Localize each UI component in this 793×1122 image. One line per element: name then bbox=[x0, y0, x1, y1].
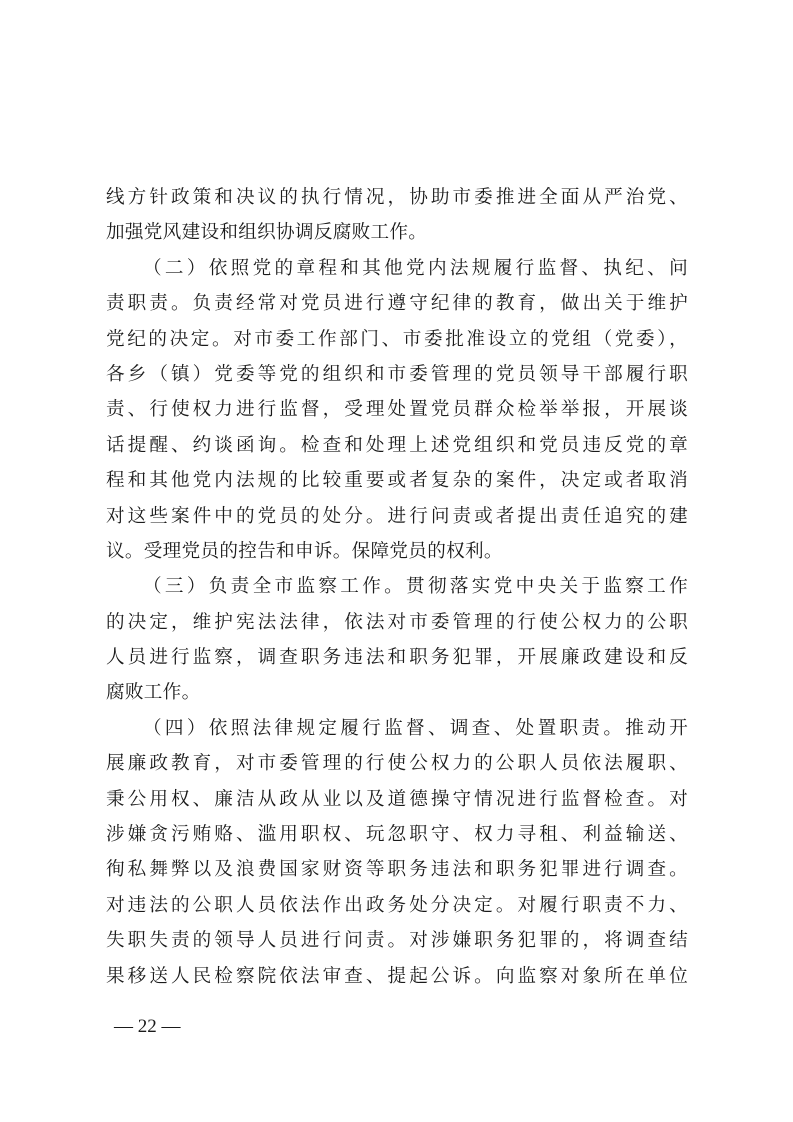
text-line: （二）依照党的章程和其他党内法规履行监督、执纪、问 bbox=[143, 257, 688, 279]
text-line: 线方针政策和决议的执行情况，协助市委推进全面从严治党、 bbox=[106, 187, 688, 208]
text-line: 议。受理党员的控告和申诉。保障党员的权利。 bbox=[106, 540, 503, 562]
text-line: 党纪的决定。对市委工作部门、市委批准设立的党组（党委）， bbox=[106, 328, 688, 350]
text-line: 人员进行监察，调查职务违法和职务犯罪，开展廉政建设和反 bbox=[106, 647, 688, 669]
text-line: 程和其他党内法规的比较重要或者复杂的案件，决定或者取消 bbox=[106, 470, 688, 492]
text-line: 涉嫌贪污贿赂、滥用职权、玩忽职守、权力寻租、利益输送、 bbox=[106, 824, 688, 846]
text-line: 责职责。负责经常对党员进行遵守纪律的教育，做出关于维护 bbox=[106, 293, 688, 315]
text-line: 失职失责的领导人员进行问责。对涉嫌职务犯罪的，将调查结 bbox=[106, 930, 688, 952]
text-line: 的决定，维护宪法法律，依法对市委管理的行使公权力的公职 bbox=[106, 611, 688, 633]
text-line: 秉公用权、廉洁从政从业以及道德操守情况进行监督检查。对 bbox=[106, 788, 688, 810]
document-body bbox=[106, 180, 688, 994]
text-line: 徇私舞弊以及浪费国家财资等职务违法和职务犯罪进行调查。 bbox=[106, 859, 688, 881]
text-line: 话提醒、约谈函询。检查和处理上述党组织和党员违反党的章 bbox=[106, 434, 688, 456]
text-line: 各乡（镇）党委等党的组织和市委管理的党员领导干部履行职 bbox=[106, 363, 688, 385]
text-line: 责、行使权力进行监督，受理处置党员群众检举举报，开展谈 bbox=[106, 399, 688, 421]
text-line: 加强党风建设和组织协调反腐败工作。 bbox=[106, 222, 428, 244]
text-line: （三）负责全市监察工作。贯彻落实党中央关于监察工作 bbox=[143, 576, 688, 598]
text-line: 展廉政教育，对市委管理的行使公权力的公职人员依法履职、 bbox=[106, 753, 688, 775]
page-number: — 22 — bbox=[114, 1016, 181, 1037]
text-line: 对这些案件中的党员的处分。进行问责或者提出责任追究的建 bbox=[106, 505, 688, 527]
text-line: 对违法的公职人员依法作出政务处分决定。对履行职责不力、 bbox=[106, 894, 688, 916]
text-line: 腐败工作。 bbox=[106, 682, 201, 704]
text-line: 果移送人民检察院依法审查、提起公诉。向监察对象所在单位 bbox=[106, 965, 688, 987]
text-line: （四）依照法律规定履行监督、调查、处置职责。推动开 bbox=[143, 717, 688, 739]
